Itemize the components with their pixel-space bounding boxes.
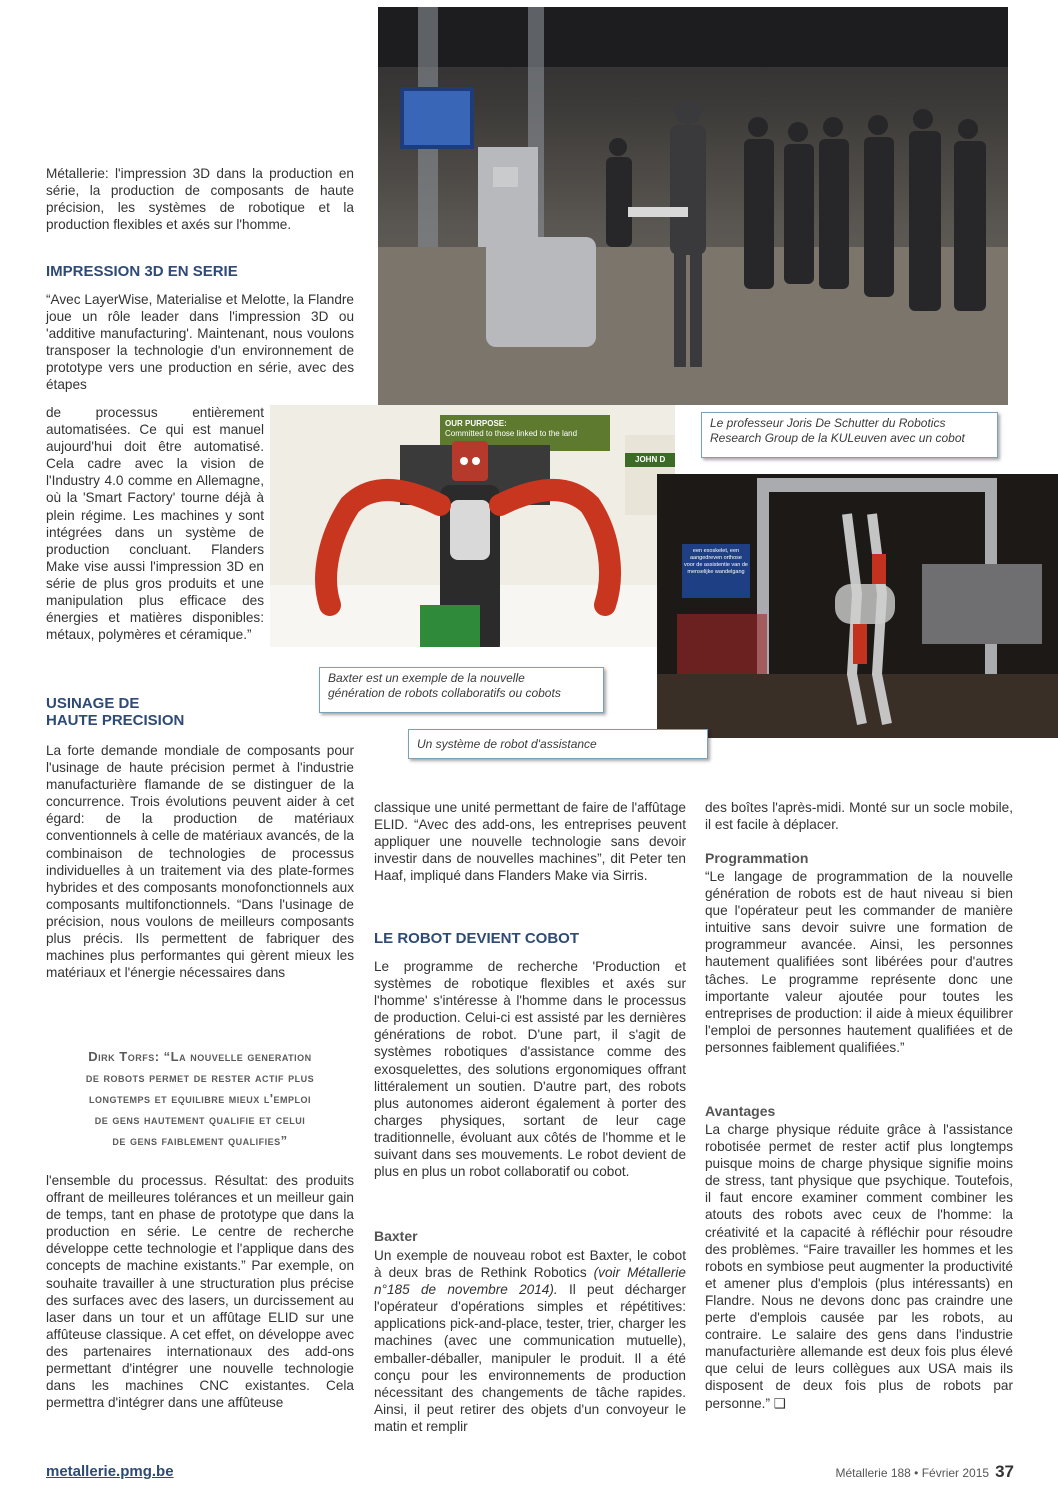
cobot-paragraph: Le programme de recherche 'Production et systèmes de robotique flexibles et axés sur l'homme' s'intéresse à l'homme dans le processus de production. Celui-ci est assisté par les dernières générations de robot. D'une part, il s'agit de systèmes robotiques d'assistance comme des exosquelettes, des solutions ergonomiques offrant littéralement un soutien. D'autre part, des robots plus autonomes aideront également à porter des charges physiques, sortant de leur cage traditionnelle, évoluant aux côtés de l'homme et le suivant dans ses mouvements. Le robot devient de plus en plus un robot collaboratif ou cobot. [374, 959, 686, 1180]
brand-sign: JOHN D [635, 455, 666, 464]
section-heading-usinage [46, 695, 184, 729]
caption-line: génération de robots collaboratifs ou cobots [328, 686, 561, 700]
impression-paragraph-2: de processus entièrement automatisées. Ce qui est manuel aujourd'hui doit être automatisé. Cela cadre avec la vision de l'Industry 4.0 comme en Allemagne, où la 'Smart Factory' tourne déjà à plein régime. Les machines y sont intégrées dans un système de production concluant. Flanders Make vise aussi l'impression 3D en série de plus gros produits et une manipulation plus efficace des énergies et matières disponibles: métaux, polymères et céramique.” [46, 405, 264, 643]
heading-line: USINAGE DE [46, 695, 140, 712]
heading-line: HAUTE PRECISION [46, 712, 185, 729]
exo-sign-text: een exoskelet, een aangedreven orthose voor de assistentie van de menselijke wandelgang [684, 548, 748, 575]
subheading-baxter: Baxter [374, 1228, 418, 1244]
pull-quote-line: de robots permet de rester actif plus [85, 1070, 315, 1085]
photo-professor-cobot [378, 7, 1008, 405]
col3-paragraph-1: des boîtes l'après-midi. Monté sur un socle mobile, il est facile à déplacer. [705, 800, 1013, 833]
section-heading-impression: IMPRESSION 3D EN SERIE [46, 263, 238, 280]
pull-quote-line: de gens hautement qualifie et celui [94, 1112, 306, 1127]
photo-exoskeleton [657, 474, 1058, 738]
subheading-programmation: Programmation [705, 850, 809, 866]
caption-baxter [319, 667, 604, 713]
intro-paragraph: Métallerie: l'impression 3D dans la production en série, la production de composants de haute précision, les systèmes de robotique et la production flexibles et axés sur l'homme. [46, 166, 354, 233]
baxter-text-b: Il peut décharger l'opérateur d'opérations simples et répétitives: applications pick-and-place, tester, trier, charger les machines (avec une communication mutuelle), emballer-déballer, manipuler le produit. Il a été conçu pour les environnements de production nécessitant des changements de tâche rapides. Ainsi, il peut retirer des objets d'un convoyeur le matin et remplir [374, 1282, 687, 1434]
caption-line: Le professeur Joris De Schutter du Robotics [710, 416, 946, 430]
footer-website-link[interactable]: metallerie.pmg.be [46, 1463, 174, 1480]
pull-quote-line: longtemps et equilibre mieux l'emploi [88, 1091, 312, 1106]
sign-line: OUR PURPOSE: [445, 419, 507, 428]
page-number: 37 [995, 1462, 1014, 1481]
sign-line: Committed to those linked to the land [445, 429, 578, 438]
professor-scene-graphic [378, 7, 1008, 405]
avantages-paragraph [705, 1121, 1013, 1412]
baxter-paragraph [374, 1247, 686, 1435]
programmation-paragraph: “Le langage de programmation de la nouvelle génération de robots est de haut niveau si bien que l'opérateur peut les commander de manière intuitive sans devoir suivre une formation de programmeur avancée. Ainsi, les personnes hautement qualifiées sont libérées pour d'autres tâches. Le programme représente donc une importante valeur ajoutée pour toutes les entreprises de production: il aide à mieux équilibrer l'emploi de personnes hautement qualifiées et de personnes faiblement qualifiées.” [705, 869, 1013, 1055]
pull-quote [46, 1046, 354, 1151]
section-heading-cobot: LE ROBOT DEVIENT COBOT [374, 930, 580, 947]
baxter-sign [445, 419, 605, 439]
photo-baxter [270, 405, 675, 679]
footer-right [835, 1462, 1014, 1482]
footer-issue: Métallerie 188 • Février 2015 [835, 1466, 990, 1480]
pull-quote-line: de gens faiblement qualifies” [112, 1133, 288, 1148]
caption-line: Baxter est un exemple de la nouvelle [328, 671, 525, 685]
caption-exoskeleton: Un système de robot d'assistance [408, 729, 708, 759]
usinage-paragraph-2: l'ensemble du processus. Résultat: des produits offrant de meilleures tolérances et un meilleur gain de temps, tant en phase de prototype que dans la production en série. Le centre de recherche développe cette technologie et l'applique dans des concepts de machine existants.” Par exemple, on souhaite travailler à une structuration plus précise des surfaces avec des lasers, un durcissement au laser dans un tour et un affûtage ELID sur une affûteuse classique. A cet effet, on développe avec des partenaires internationaux des add-ons permettant d'intégrer une nouvelle technologie dans les machines CNC existantes. Cela permettra d'intégrer dans une affûteuse [46, 1173, 354, 1411]
avantages-text: La charge physique réduite grâce à l'assistance robotisée permet de rester actif plus longtemps puisque moins de charge physique signifie moins de stress, tant physique que psychique. Toutefois, il faut encore examiner comment combiner les atouts des robots avec ceux de l'homme: la créativité et la capacité à réfléchir pour résoudre des problèmes. “Faire travailler les hommes et les robots en symbiose peut augmenter la productivité et amener plus d'emplois (plus intéressants) en Flandre. Nous ne devons donc pas craindre une perte d'emplois causée par les robots, au contraire. Le salaire des gens dans l'industrie manufacturière allemande est deux fois plus élevé que celui de leurs collègues aux USA mais ils disposent de deux fois plus de robots par personne.” [705, 1122, 1013, 1411]
caption-professor [701, 412, 998, 458]
subheading-avantages: Avantages [705, 1103, 776, 1119]
baxter-text-a: Un exemple de nouveau robot est Baxter, le cobot à deux bras de Rethink Robotics [374, 1248, 686, 1281]
col2-paragraph-1: classique une unité permettant de faire de l'affûtage ELID. “Avec des add-ons, les entreprises peuvent appliquer une nouvelle technologie sans devoir investir dans de nouvelles machines”, dit Peter ten Haaf, impliqué dans Flanders Make via Sirris. [374, 800, 686, 884]
pull-quote-line: Dirk Torfs: “La nouvelle generation [88, 1049, 312, 1064]
end-mark-icon: ❑ [773, 1395, 786, 1411]
exo-scene-graphic [657, 474, 1058, 738]
impression-paragraph-1: “Avec LayerWise, Materialise et Melotte, la Flandre joue un rôle leader dans l'impression 3D ou 'additive manufacturing'. Maintenant, nous voulons transposer la technologie d'un environnement de prototype vers une production en série, avec des étapes [46, 292, 354, 393]
baxter-scene-graphic [270, 405, 675, 679]
caption-line: Research Group de la KULeuven avec un cobot [710, 431, 965, 445]
baxter-text-ref: (voir Métallerie n°185 de novembre 2014). [374, 1265, 686, 1298]
usinage-paragraph-1: La forte demande mondiale de composants pour l'usinage de haute précision permet à l'industrie manufacturière flamande de se distinguer de la concurrence. Trois évolutions peuvent aider à cet égard: de la production de matériaux conventionnels à celle de matériaux avancés, de la combinaison de technologies de processus individuelles à un traitement via des plate-formes hybrides et des composants monofonctionnels aux composants multifonctionnels. “Dans l'usinage de précision, nous voulons de meilleurs composants plus précis. Ils permettent de fabriquer des machines plus performantes qui gèrent mieux les matériaux et l'énergie nécessaires dans [46, 743, 354, 981]
